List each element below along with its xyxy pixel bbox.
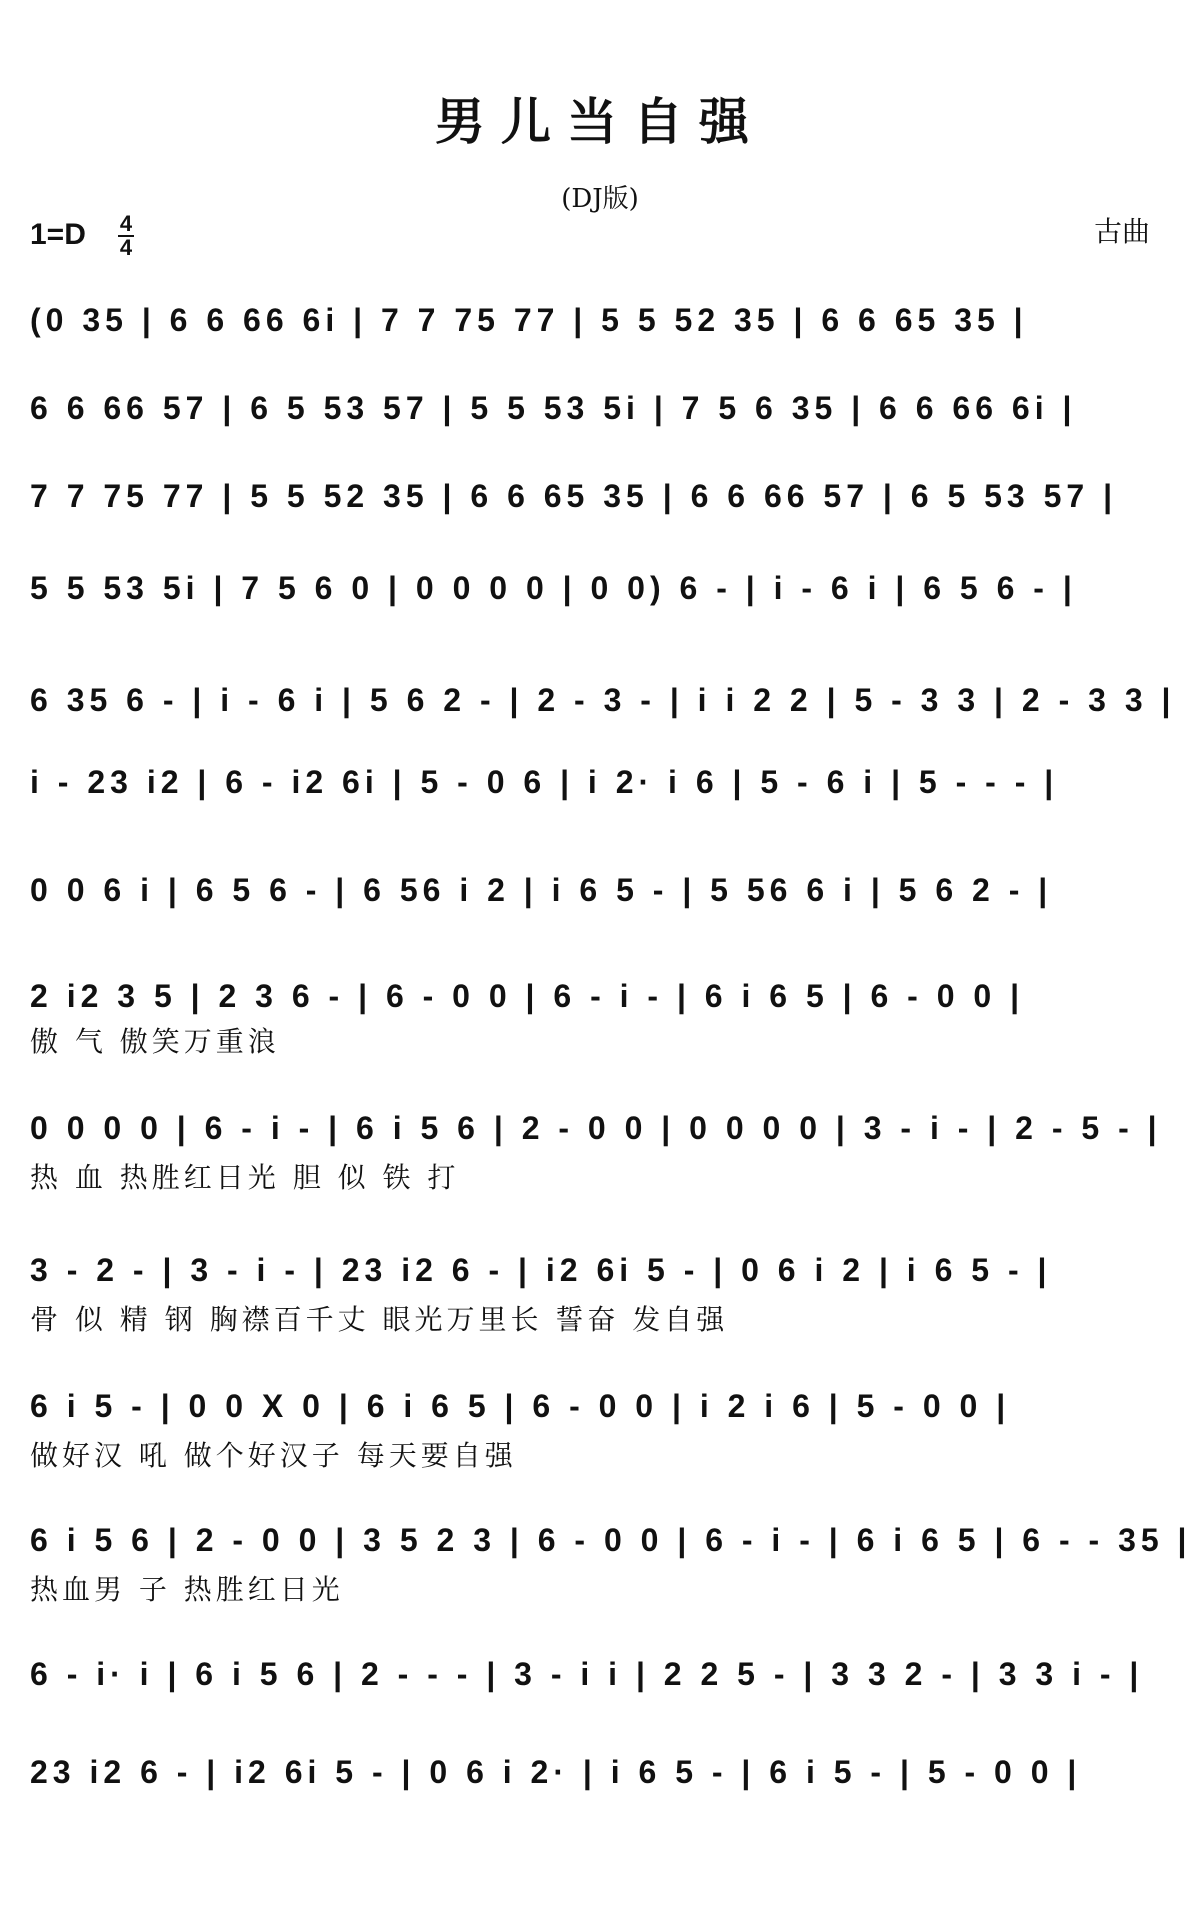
notation-row: 5 5 53 5i | 7 5 6 0 | 0 0 0 0 | 0 0) 6 - | i - 6 i | 6 5 6 - |: [30, 570, 1077, 606]
notation-row: 6 i 5 - | 0 0 X 0 | 6 i 6 5 | 6 - 0 0 | i 2 i 6 | 5 - 0 0 |: [30, 1388, 1011, 1424]
lyric-line: 傲 气 傲笑万重浪: [30, 1025, 280, 1058]
notation-row: 6 i 5 6 | 2 - 0 0 | 3 5 2 3 | 6 - 0 0 | 6 - i - | 6 i 6 5 | 6 - - 35 |: [30, 1522, 1192, 1558]
notation-row: (0 35 | 6 6 66 6i | 7 7 75 77 | 5 5 52 35 | 6 6 65 35 |: [30, 302, 1028, 338]
lyric-line: 热血男 子 热胜红日光: [30, 1573, 344, 1606]
lyric-line: 骨 似 精 钢 胸襟百千丈 眼光万里长 誓奋 发自强: [30, 1303, 729, 1336]
score-title: 男儿当自强: [435, 92, 765, 151]
notation-row: 0 0 0 0 | 6 - i - | 6 i 5 6 | 2 - 0 0 | 0 0 0 0 | 3 - i - | 2 - 5 - |: [30, 1110, 1162, 1146]
score-subtitle: (DJ版): [561, 184, 639, 214]
time-signature-bottom: 4: [119, 235, 133, 260]
lyric-line: 热 血 热胜红日光 胆 似 铁 打: [30, 1161, 460, 1194]
lyric-line: 做好汉 吼 做个好汉子 每天要自强: [30, 1439, 517, 1472]
notation-row: 6 6 66 57 | 6 5 53 57 | 5 5 53 5i | 7 5 6 35 | 6 6 66 6i |: [30, 390, 1077, 426]
notation-row: 23 i2 6 - | i2 6i 5 - | 0 6 i 2· | i 6 5 - | 6 i 5 - | 5 - 0 0 |: [30, 1754, 1082, 1790]
notation-row: 6 35 6 - | i - 6 i | 5 6 2 - | 2 - 3 - | i i 2 2 | 5 - 3 3 | 2 - 3 3 |: [30, 682, 1176, 718]
time-signature-top: 4: [119, 211, 133, 236]
notation-row: 3 - 2 - | 3 - i - | 23 i2 6 - | i2 6i 5 - | 0 6 i 2 | i 6 5 - |: [30, 1252, 1052, 1288]
notation-row: 7 7 75 77 | 5 5 52 35 | 6 6 65 35 | 6 6 66 57 | 6 5 53 57 |: [30, 478, 1118, 514]
notation-row: 0 0 6 i | 6 5 6 - | 6 56 i 2 | i 6 5 - | 5 56 6 i | 5 6 2 - |: [30, 872, 1053, 908]
notation-row: 6 - i· i | 6 i 5 6 | 2 - - - | 3 - i i | 2 2 5 - | 3 3 2 - | 3 3 i - |: [30, 1656, 1144, 1692]
notation-row: i - 23 i2 | 6 - i2 6i | 5 - 0 6 | i 2· i 6 | 5 - 6 i | 5 - - - |: [30, 764, 1059, 800]
notation-row: 2 i2 3 5 | 2 3 6 - | 6 - 0 0 | 6 - i - | 6 i 6 5 | 6 - 0 0 |: [30, 978, 1025, 1014]
composer: 古曲: [1093, 215, 1150, 248]
key-signature: 1=D: [30, 218, 86, 251]
time-signature: [118, 211, 134, 260]
